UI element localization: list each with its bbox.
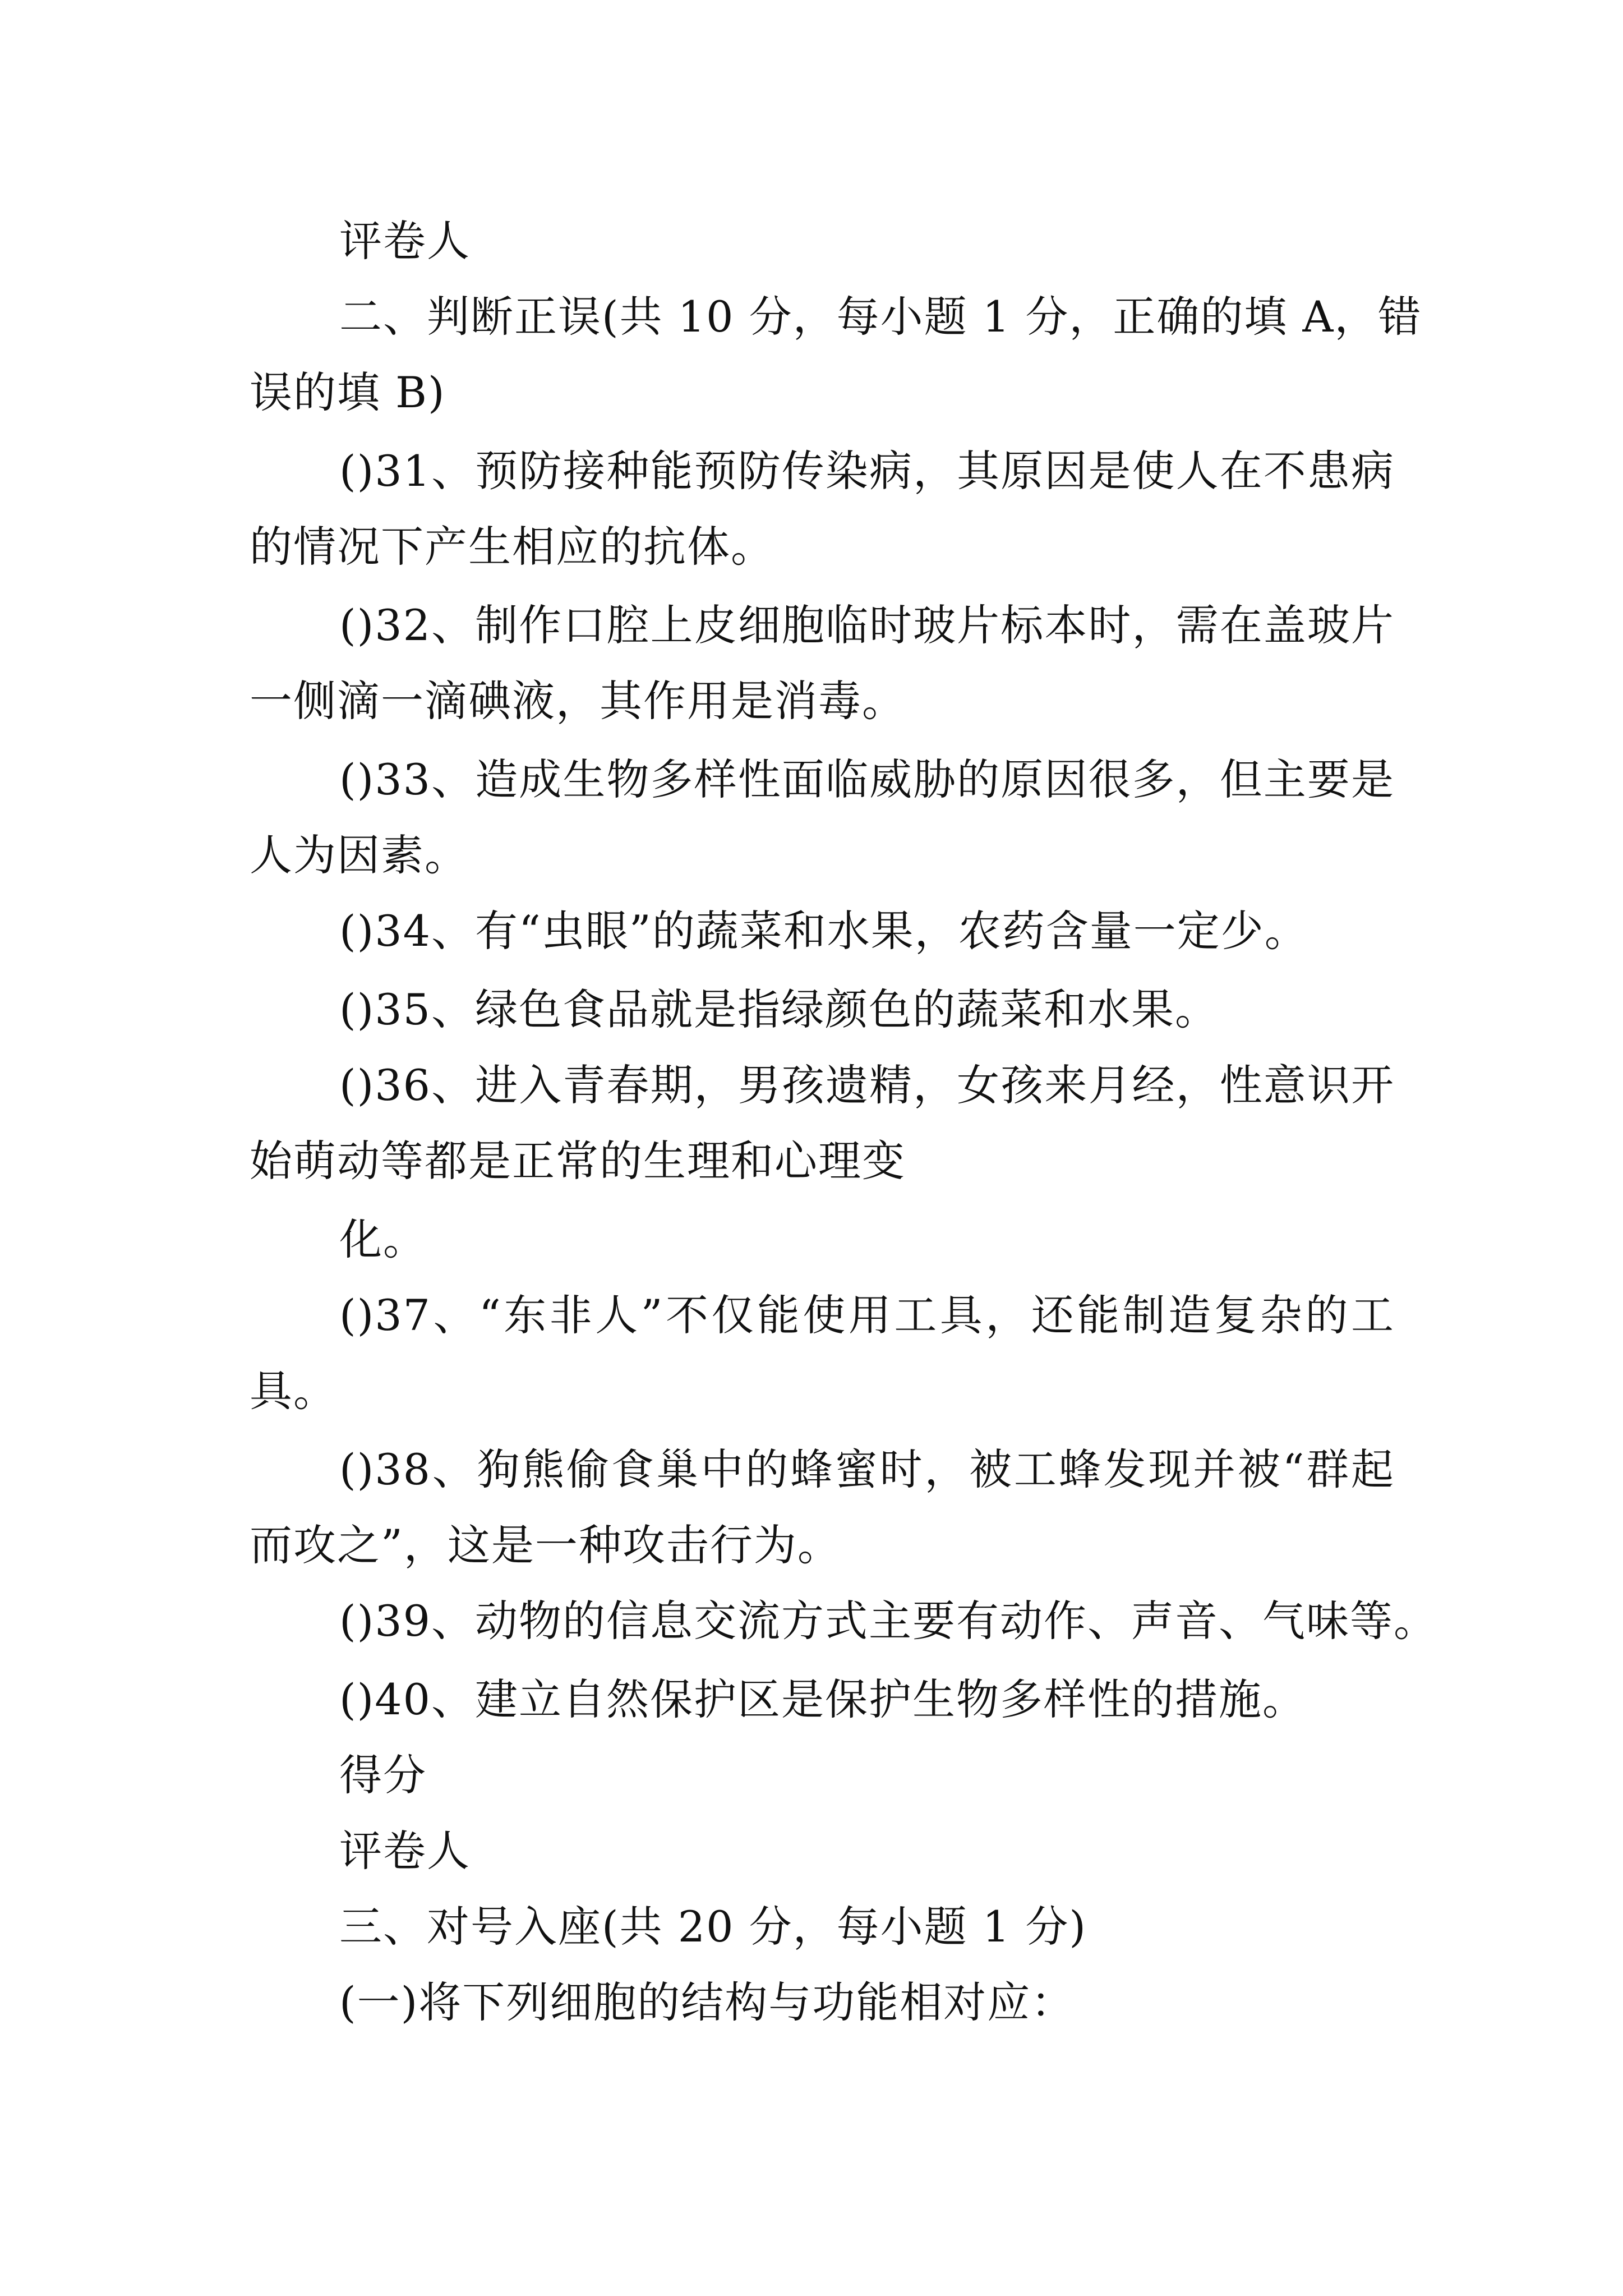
question-40: ()40、建立自然保护区是保护生物多样性的措施。 (339, 1674, 1307, 1724)
question-37-line-1: ()37、“东非人”不仅能使用工具，还能制造复杂的工 (339, 1290, 1395, 1340)
section-3-subheading: (一)将下列细胞的结构与功能相对应： (339, 1977, 1075, 2027)
grader-label: 评卷人 (339, 216, 471, 266)
question-36-line-2: 始萌动等都是正常的生理和心理变 (250, 1136, 906, 1186)
question-38-line-2: 而攻之”，这是一种攻击行为。 (250, 1520, 841, 1570)
question-31-line-2: 的情况下产生相应的抗体。 (250, 522, 774, 572)
question-36-line-3: 化。 (339, 1214, 427, 1264)
question-37-line-2: 具。 (250, 1366, 337, 1416)
grader-label-2: 评卷人 (339, 1826, 471, 1876)
score-label: 得分 (339, 1750, 427, 1800)
question-32-line-1: ()32、制作口腔上皮细胞临时玻片标本时，需在盖玻片 (339, 600, 1395, 650)
question-38-line-1: ()38、狗熊偷食巢中的蜂蜜时，被工蜂发现并被“群起 (339, 1444, 1395, 1494)
question-39: ()39、动物的信息交流方式主要有动作、声音、气味等。 (339, 1596, 1438, 1646)
question-33-line-1: ()33、造成生物多样性面临威胁的原因很多，但主要是 (339, 754, 1395, 804)
section-heading-line-2: 误的填 B) (250, 367, 446, 417)
question-32-line-2: 一侧滴一滴碘液，其作用是消毒。 (250, 676, 906, 726)
question-33-line-2: 人为因素。 (250, 830, 468, 880)
question-36-line-1: ()36、进入青春期，男孩遗精，女孩来月经，性意识开 (339, 1060, 1395, 1110)
section-3-heading: 三、对号入座(共 20 分，每小题 1 分) (339, 1902, 1087, 1952)
question-35: ()35、绿色食品就是指绿颜色的蔬菜和水果。 (339, 984, 1219, 1034)
section-heading-line-1: 二、判断正误(共 10 分，每小题 1 分，正确的填 A，错 (339, 292, 1422, 342)
question-31-line-1: ()31、预防接种能预防传染病，其原因是使人在不患病 (339, 446, 1395, 496)
question-34: ()34、有“虫眼”的蔬菜和水果，农药含量一定少。 (339, 906, 1308, 956)
